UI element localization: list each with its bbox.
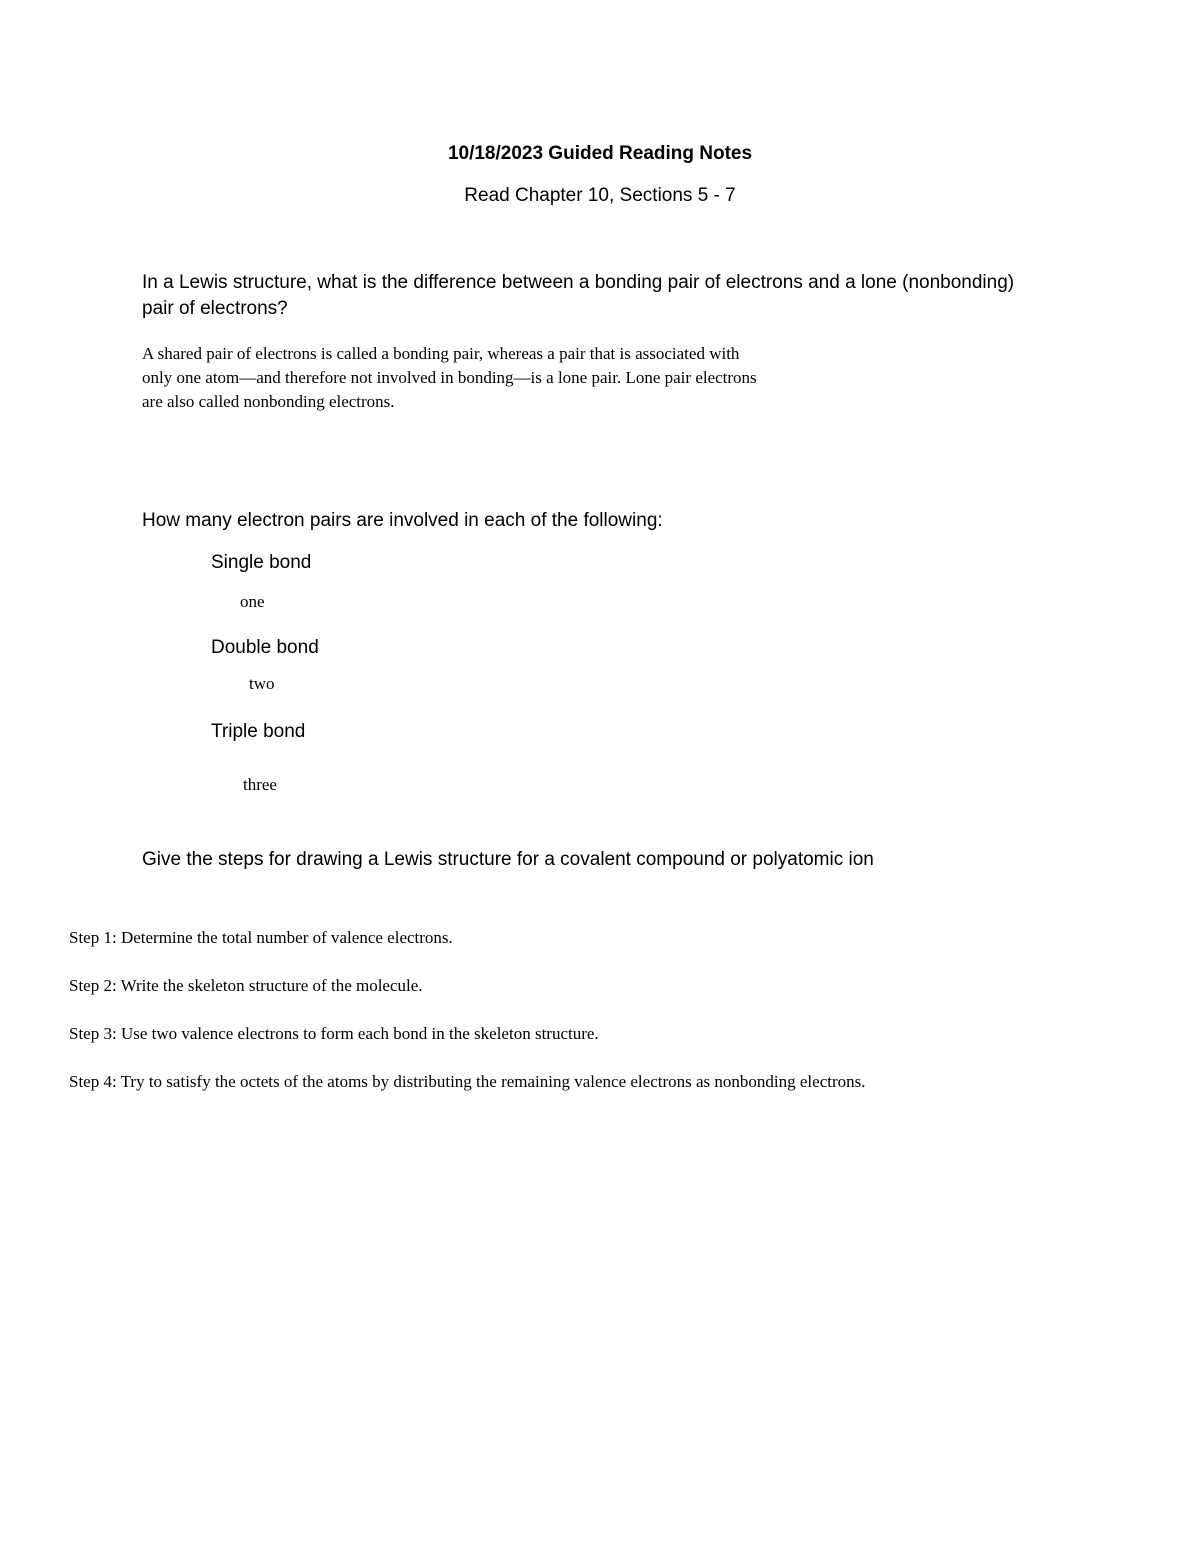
- step-item: Step 4: Try to satisfy the octets of the atoms by distributing the remaining valence electrons as nonbonding electrons.: [69, 1072, 866, 1091]
- question-lewis-pairs: In a Lewis structure, what is the difference between a bonding pair of electrons and a lone (nonbonding) pair of electrons?: [142, 272, 1015, 319]
- page-title: 10/18/2023 Guided Reading Notes: [447, 143, 753, 164]
- step-item: Step 1: Determine the total number of valence electrons.: [69, 928, 453, 947]
- answer-line: A shared pair of electrons is called a bonding pair, whereas a pair that is associated with: [142, 344, 740, 363]
- question-electron-pairs: How many electron pairs are involved in each of the following:: [142, 510, 663, 531]
- single-bond-label: Single bond: [211, 552, 312, 573]
- double-bond-answer: two: [249, 674, 275, 693]
- answer-lewis-pairs: [142, 342, 962, 414]
- page-subtitle: Read Chapter 10, Sections 5 - 7: [464, 185, 736, 206]
- question-lewis-steps: Give the steps for drawing a Lewis structure for a covalent compound or polyatomic ion: [142, 849, 874, 870]
- single-bond-answer: one: [240, 592, 265, 611]
- double-bond-label: Double bond: [211, 637, 319, 658]
- step-item: Step 2: Write the skeleton structure of the molecule.: [69, 976, 423, 995]
- answer-line: are also called nonbonding electrons.: [142, 392, 395, 411]
- step-item: Step 3: Use two valence electrons to form each bond in the skeleton structure.: [69, 1024, 599, 1043]
- triple-bond-answer: three: [243, 775, 277, 794]
- triple-bond-label: Triple bond: [211, 721, 306, 742]
- answer-line: only one atom—and therefore not involved in bonding—is a lone pair. Lone pair electrons: [142, 368, 757, 387]
